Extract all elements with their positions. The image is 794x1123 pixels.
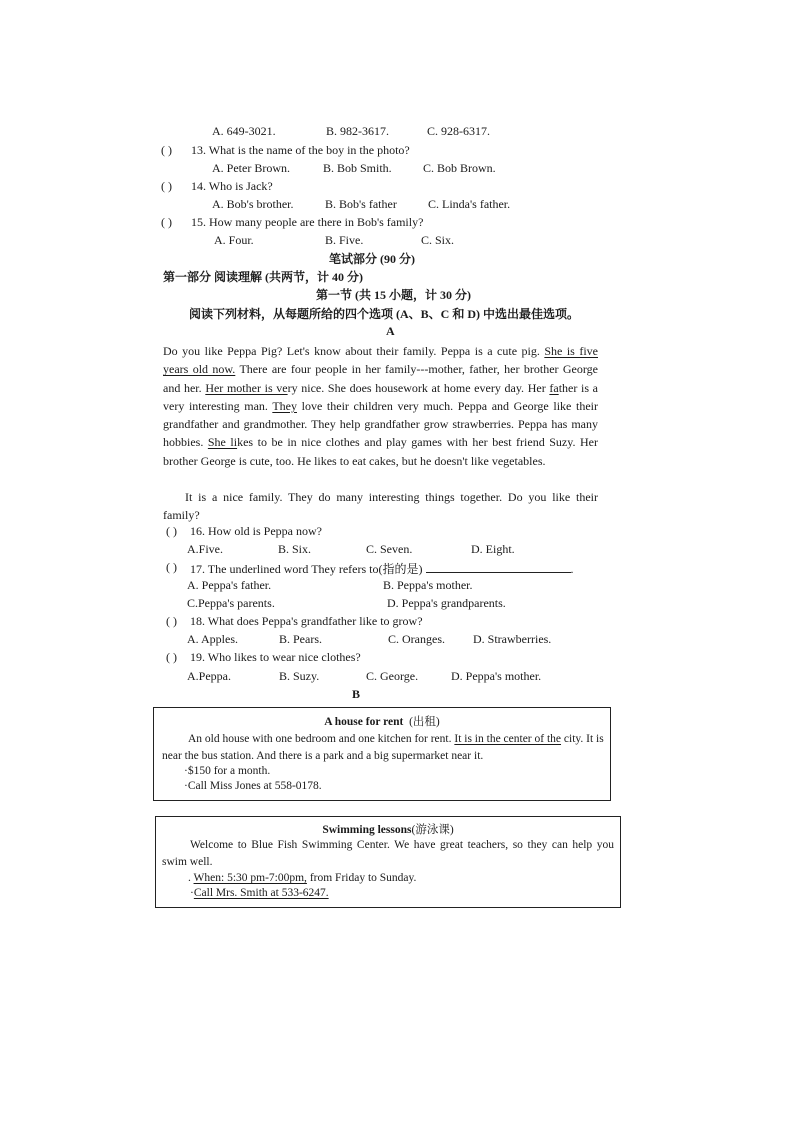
passage-b-label: B: [352, 687, 361, 701]
passage-a-label: A: [386, 324, 395, 338]
q16-stem: 16. How old is Peppa now?: [190, 524, 322, 538]
q18-answer-paren[interactable]: ( ): [166, 614, 177, 628]
swimming-lessons-ad: [155, 816, 621, 908]
q15-answer-paren[interactable]: ( ): [161, 215, 172, 229]
q17-fill-blank[interactable]: [426, 561, 571, 573]
q18-stem: 18. What does Peppa's grandfather like to grow?: [190, 614, 423, 628]
passage-a-paragraph-2: It is a nice family. They do many interesting things together. Do you like their family?: [163, 490, 598, 523]
house-ad-heading: A house for rent (出租): [324, 716, 440, 728]
q15-option-a: A. Four.: [214, 233, 254, 247]
q18-option-b: B. Pears.: [279, 632, 322, 646]
underlined-word-they: They: [272, 398, 297, 413]
q19-option-b: B. Suzy.: [279, 669, 320, 683]
q14-answer-paren[interactable]: ( ): [161, 179, 172, 193]
q13-option-a: A. Peter Brown.: [212, 161, 290, 175]
section1-title: 第一节 (共 15 小题，计 30 分): [316, 288, 471, 302]
q13-answer-paren[interactable]: ( ): [161, 143, 172, 157]
q12-option-b: B. 982-3617.: [326, 124, 389, 138]
q18-option-c: C. Oranges.: [388, 632, 445, 646]
q16-option-d: D. Eight.: [471, 542, 515, 556]
q17-option-a: A. Peppa's father.: [187, 578, 272, 592]
q16-option-b: B. Six.: [278, 542, 312, 556]
q15-stem: 15. How many people are there in Bob's family?: [191, 215, 424, 229]
house-for-rent-ad: [153, 707, 611, 801]
q19-option-c: C. George.: [366, 669, 419, 683]
q19-option-a: A.Peppa.: [187, 669, 231, 683]
part1-title: 第一部分 阅读理解 (共两节，计 40 分): [163, 270, 363, 284]
house-ad-contact: ·Call Miss Jones at 558-0178.: [184, 780, 322, 792]
q17-answer-paren[interactable]: ( ): [166, 560, 177, 574]
swim-ad-heading: Swimming lessons(游泳课): [322, 824, 454, 836]
q17-option-c: C.Peppa's parents.: [187, 596, 275, 610]
q14-option-c: C. Linda's father.: [428, 197, 511, 211]
q19-stem: 19. Who likes to wear nice clothes?: [190, 650, 361, 664]
q18-option-a: A. Apples.: [187, 632, 238, 646]
q15-option-b: B. Five.: [325, 233, 364, 247]
q17-stem: 17. The underlined word They refers to(指的是) .: [190, 562, 574, 576]
instructions: 阅读下列材料，从每题所给的四个选项 (A、B、C 和 D) 中选出最佳选项。: [189, 307, 579, 321]
q13-option-b: B. Bob Smith.: [323, 161, 392, 175]
q13-option-c: C. Bob Brown.: [423, 161, 496, 175]
q19-option-d: D. Peppa's mother.: [451, 669, 542, 683]
q14-stem: 14. Who is Jack?: [191, 179, 273, 193]
q16-option-a: A.Five.: [187, 542, 223, 556]
q15-option-c: C. Six.: [421, 233, 455, 247]
q12-option-a: A. 649-3021.: [212, 124, 276, 138]
q12-option-c: C. 928-6317.: [427, 124, 490, 138]
q19-answer-paren[interactable]: ( ): [166, 650, 177, 664]
q13-stem: 13. What is the name of the boy in the photo?: [191, 143, 410, 157]
q14-option-a: A. Bob's brother.: [212, 197, 294, 211]
q16-answer-paren[interactable]: ( ): [166, 524, 177, 538]
house-ad-description: An old house with one bedroom and one kitchen for rent. It is in the center of the city. It is near the bus station. And there is a park and a big supermarket near it.: [162, 733, 604, 762]
swim-ad-schedule: . When: 5:30 pm-7:00pm, from Friday to Sunday.: [188, 872, 417, 884]
q18-option-d: D. Strawberries.: [473, 632, 552, 646]
q17-option-b: B. Peppa's mother.: [383, 578, 473, 592]
house-ad-price: ·$150 for a month.: [184, 765, 271, 777]
q17-option-d: D. Peppa's grandparents.: [387, 596, 506, 610]
written-section-title: 笔试部分 (90 分): [329, 252, 415, 266]
swim-ad-description: Welcome to Blue Fish Swimming Center. We have great teachers, so they can help you swim well.: [162, 839, 614, 868]
q16-option-c: C. Seven.: [366, 542, 413, 556]
swim-ad-contact: ·Call Mrs. Smith at 533-6247.: [190, 887, 329, 899]
q14-option-b: B. Bob's father: [325, 197, 397, 211]
passage-a-paragraph-1: Do you like Peppa Pig? Let's know about their family. Peppa is a cute pig. She is five years old now. There are four people in her family---mother, father, her brother George and her. Her mother is very nice. She does housework at home every day. Her father is a very interesting man. They love their children very much. Peppa and George like their grandfather and grandmother. They help grandfather grow strawberries. Peppa has many hobbies. She likes to be in nice clothes and play games with her best friend Suzy. Her brother George is cute, too. He likes to eat cakes, but he doesn't like vegetables.: [163, 344, 599, 468]
